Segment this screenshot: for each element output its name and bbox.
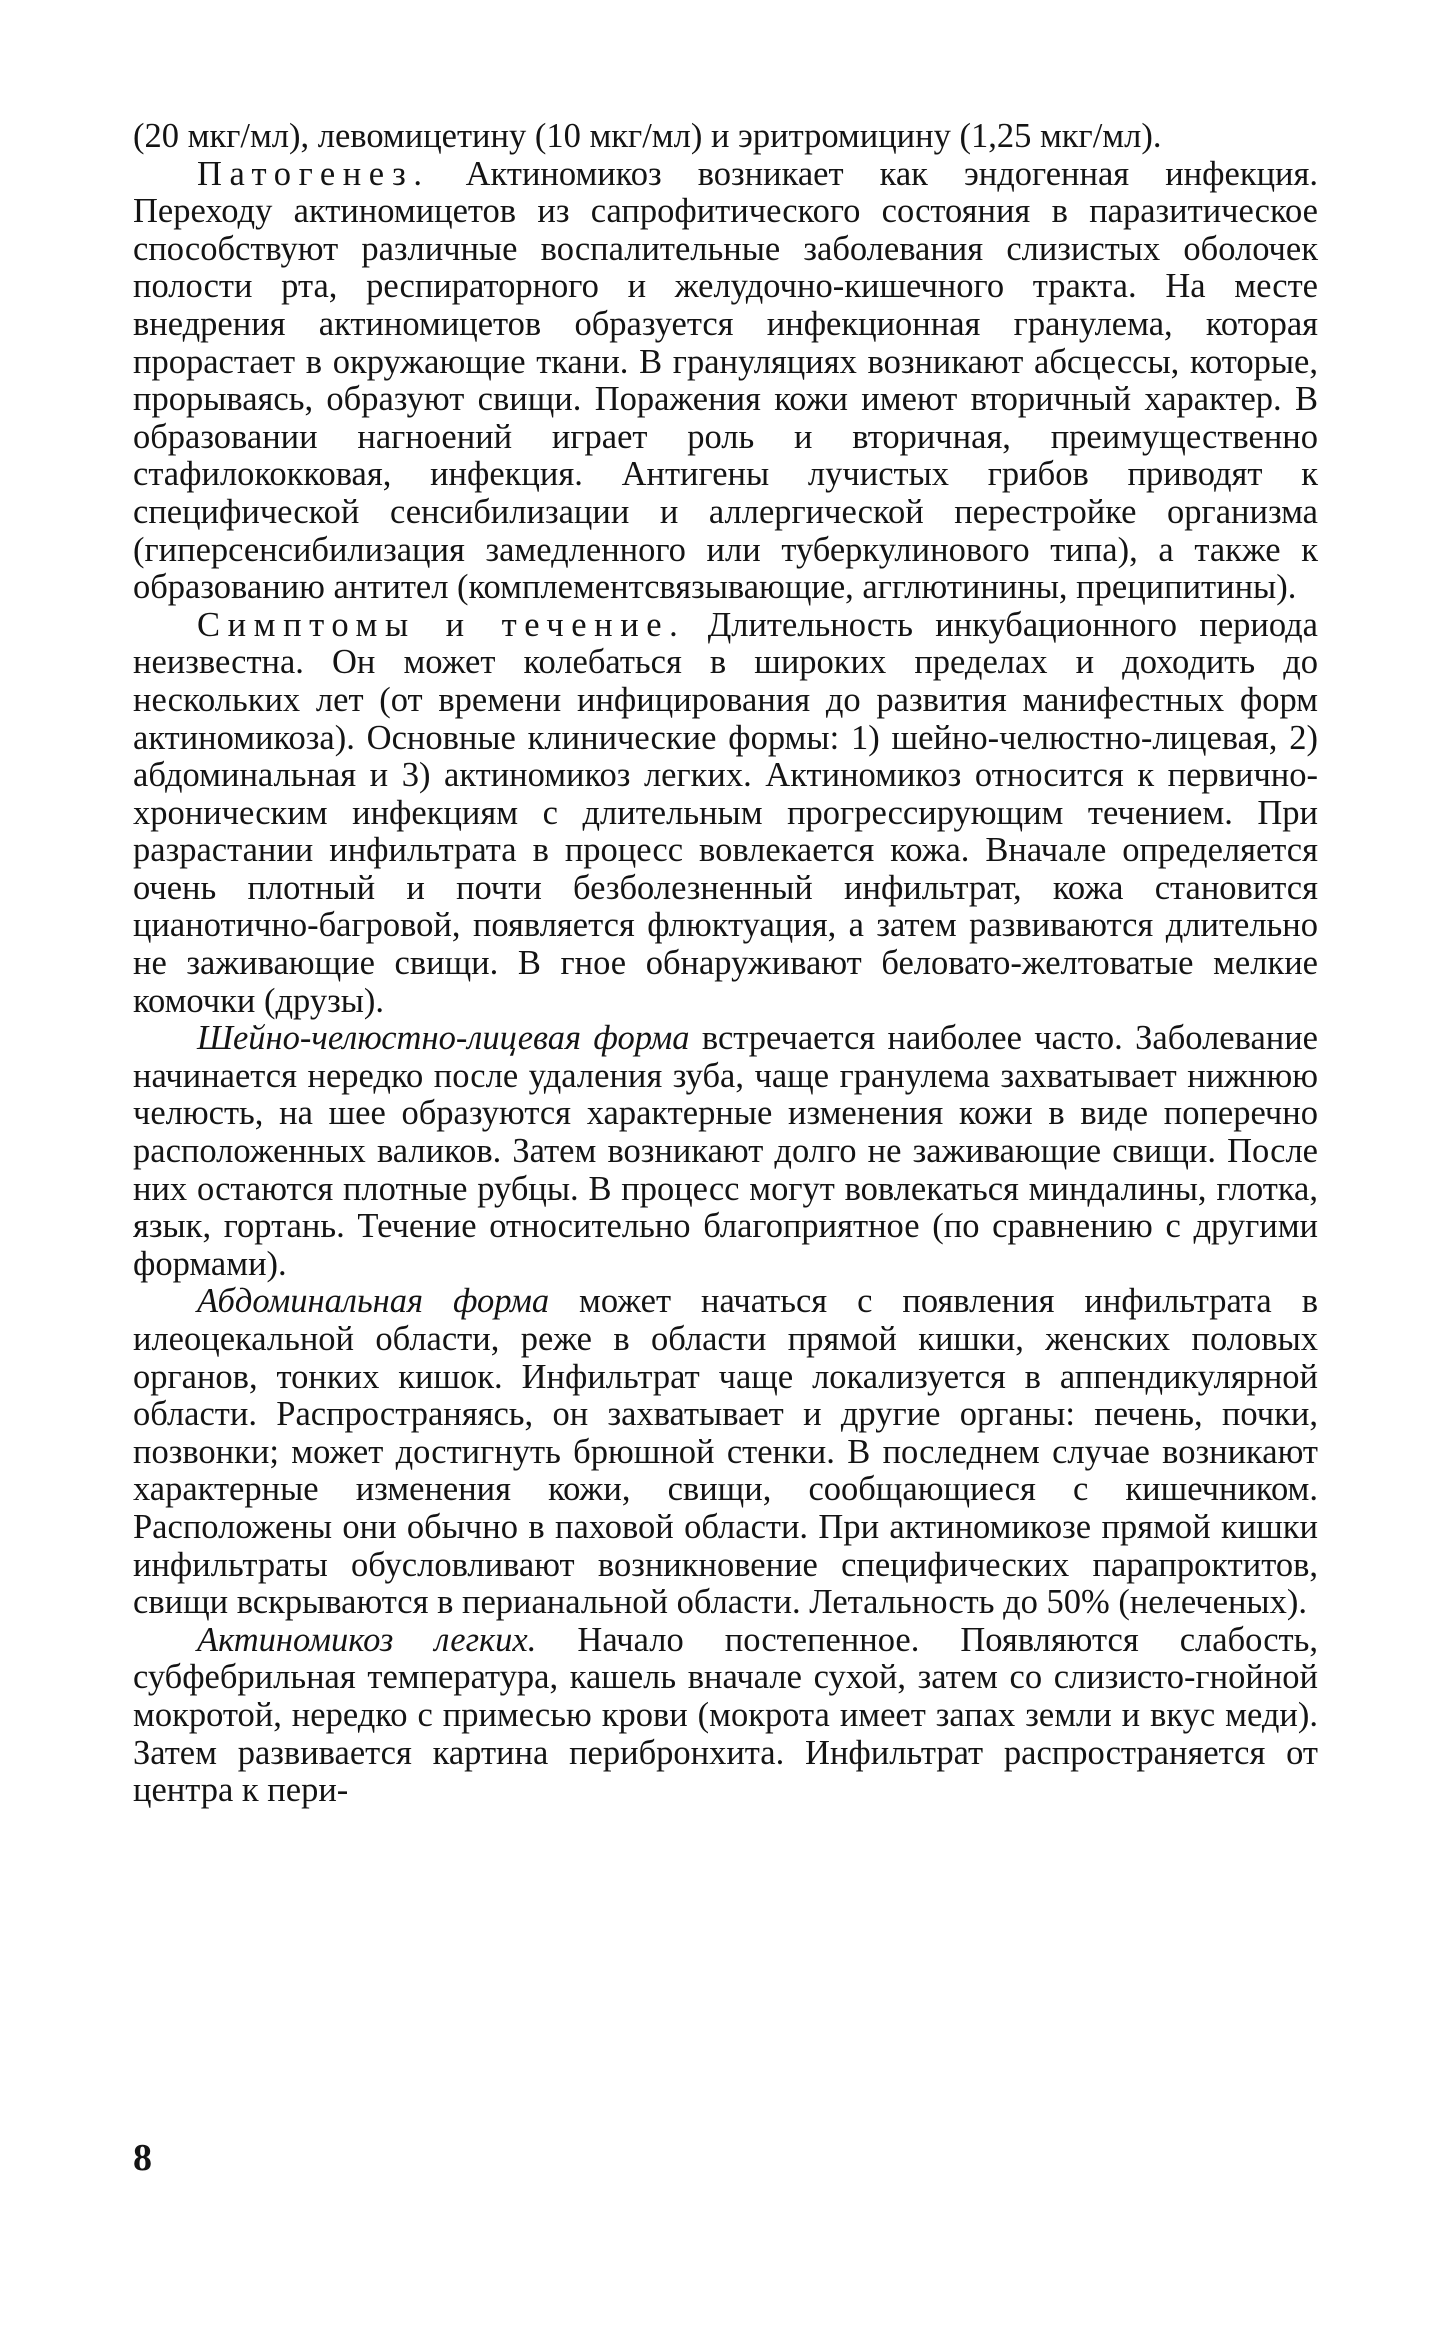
paragraph-antibiotics xyxy=(133,118,1318,156)
term-abdominal-form: Абдоминальная форма xyxy=(197,1282,550,1321)
paragraph-text: Актиномикоз возникает как эндогенная инфекция. Переходу актиномицетов из сапрофитического состояния в паразитическое способствуют различные воспалительные заболевания слизистых оболочек полости рта, респираторного и желудочно-кишечного тракта. На месте внедрения актиномицетов образуется инфекционная гранулема, которая прорастает в окружающие ткани. В грануляциях возникают абсцессы, которые, прорываясь, образуют свищи. Поражения кожи имеют вторичный характер. В образовании нагноений играет роль и вторичная, преимущественно стафилококковая, инфекция. Антигены лучистых грибов приводят к специфической сенсибилизации и аллергической перестройке организма (гиперсенсибилизация замедленного или туберкулинового типа), а также к образованию антител (комплементсвязывающие, агглютинины, преципитины). xyxy=(133,154,1318,607)
paragraph-lung-form xyxy=(133,1622,1318,1810)
term-cervicofacial-form: Шейно-челюстно-лицевая форма xyxy=(197,1019,690,1058)
page-number: 8 xyxy=(133,2137,152,2179)
paragraph-text: Начало постепенное. Появляются слабость, субфебрильная температура, кашель вначале сухой, затем со слизисто-гнойной мокротой, нередко с примесью крови (мокрота имеет запах земли и вкус меди). Затем развивается картина перибронхита. Инфильтрат распространяется от центра к пери- xyxy=(133,1620,1318,1810)
page-body xyxy=(133,118,1318,1810)
term-lung-form: Актиномикоз легких. xyxy=(197,1620,537,1659)
paragraph-text: может начаться с появления инфильтрата в илеоцекальной области, реже в области прямой кишки, женских половых органов, тонких кишок. Инфильтрат чаще локализуется в аппендикулярной области. Распространяясь, он захватывает и другие органы: печень, почки, позвонки; может достигнуть брюшной стенки. В последнем случае возникают характерные изменения кожи, свищи, сообщающиеся с кишечником. Расположены они обычно в паховой области. При актиномикозе прямой кишки инфильтраты обусловливают возникновение специфических парапроктитов, свищи вскрываются в перианальной области. Летальность до 50% (нелеченых). xyxy=(133,1282,1318,1622)
paragraph-abdominal-form xyxy=(133,1283,1318,1621)
paragraph-text: Длительность инкубационного периода неизвестна. Он может колебаться в широких пределах и доходить до нескольких лет (от времени инфицирования до развития манифестных форм актиномикоза). Основные клинические формы: 1) шейно-челюстно-лицевая, 2) абдоминальная и 3) актиномикоз легких. Актиномикоз относится к первично-хроническим инфекциям с длительным прогрессирующим течением. При разрастании инфильтрата в процесс вовлекается кожа. Вначале определяется очень плотный и почти безболезненный инфильтрат, кожа становится цианотично-багровой, появляется флюктуация, а затем развиваются длительно не заживающие свищи. В гное обнаруживают беловато-желтоватые мелкие комочки (друзы). xyxy=(133,605,1318,1020)
paragraph-pathogenesis xyxy=(133,156,1318,607)
paragraph-text: (20 мкг/мл), левомицетину (10 мкг/мл) и эритромицину (1,25 мкг/мл). xyxy=(133,117,1162,155)
section-heading-symptoms: Симптомы и течение. xyxy=(197,605,686,644)
paragraph-cervicofacial-form xyxy=(133,1020,1318,1283)
section-heading-pathogenesis: Патогенез. xyxy=(197,154,430,193)
paragraph-text: встречается наиболее часто. Заболевание начинается нередко после удаления зуба, чаще гранулема захватывает нижнюю челюсть, на шее образуются характерные изменения кожи в виде поперечно расположенных валиков. Затем возникают долго не заживающие свищи. После них остаются плотные рубцы. В процесс могут вовлекаться миндалины, глотка, язык, гортань. Течение относительно благоприятное (по сравнению с другими формами). xyxy=(133,1019,1318,1283)
paragraph-symptoms xyxy=(133,607,1318,1021)
